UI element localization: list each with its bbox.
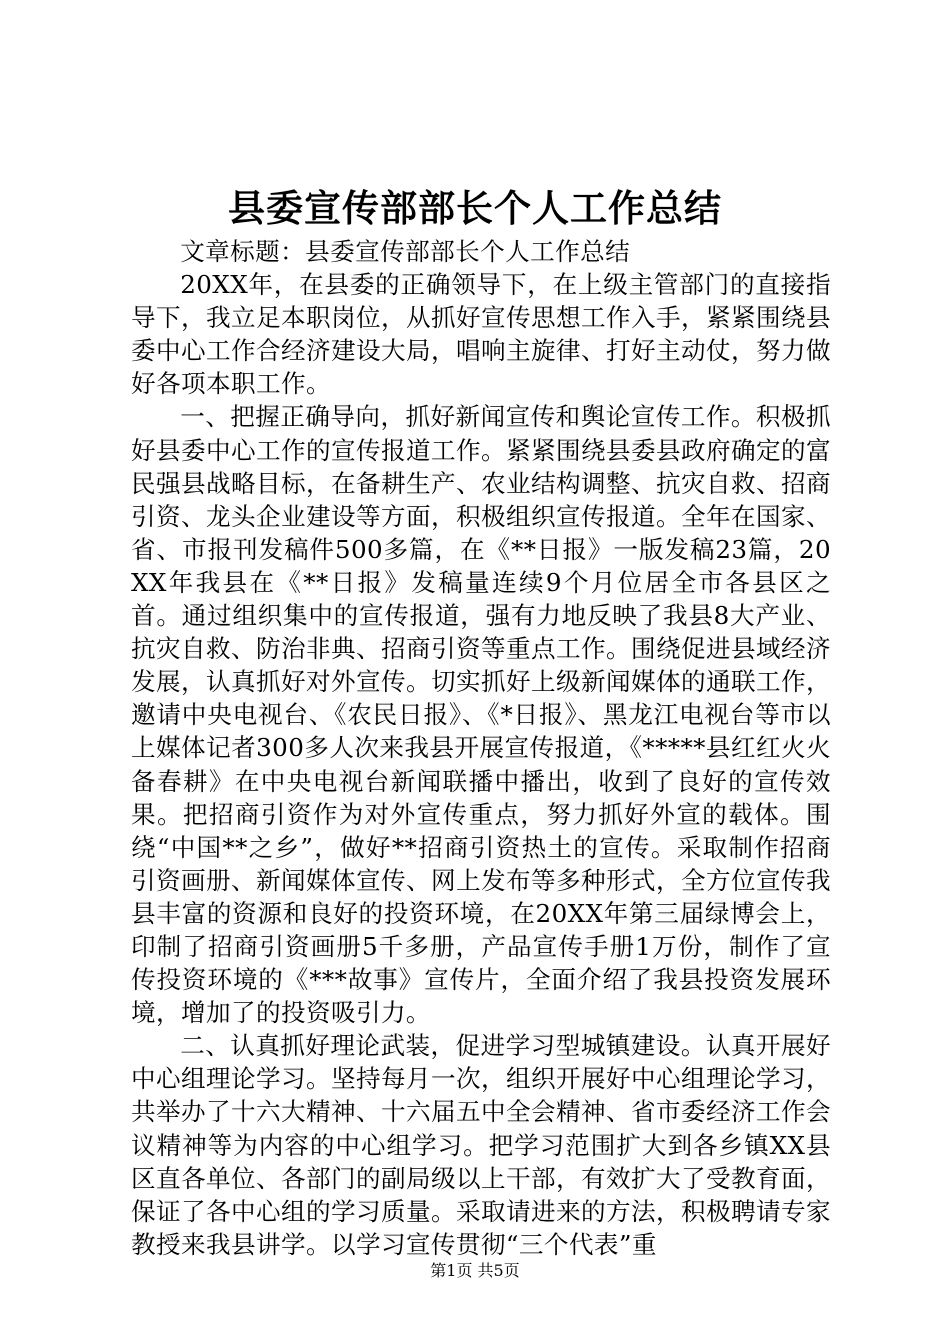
paragraph-intro: 20XX年，在县委的正确领导下，在上级主管部门的直接指导下，我立足本职岗位，从抓好宣传思想工作入手，紧紧围绕县委中心工作合经济建设大局，唱响主旋律、打好主动仗，努力做好各项本职工作。 xyxy=(131,270,831,399)
paragraph-section-2: 二、认真抓好理论武装，促进学习型城镇建设。认真开展好中心组理论学习。坚持每月一次，组织开展好中心组理论学习，共举办了十六大精神、十六届五中全会精神、省市委经济工作会议精神等为内容的中心组学习。把学习范围扩大到各乡镇XX县区直各单位、各部门的副局级以上干部，有效扩大了受教育面，保证了各中心组的学习质量。采取请进来的方法，积极聘请专家教授来我县讲学。以学习宣传贯彻“三个代表”重 xyxy=(131,1031,831,1259)
document-title: 县委宣传部部长个人工作总结 xyxy=(228,186,722,230)
article-title-line: 文章标题：县委宣传部部长个人工作总结 xyxy=(180,237,631,266)
paragraph-section-1: 一、把握正确导向，抓好新闻宣传和舆论宣传工作。积极抓好县委中心工作的宣传报道工作。紧紧围绕县委县政府确定的富民强县战略目标，在备耕生产、农业结构调整、抗灾自救、招商引资、龙头企业建设等方面，积极组织宣传报道。全年在国家、省、市报刊发稿件500多篇，在《**日报》一版发稿23篇，20XX年我县在《**日报》发稿量连续9个月位居全市各县区之首。通过组织集中的宣传报道，强有力地反映了我县8大产业、抗灾自救、防治非典、招商引资等重点工作。围绕促进县域经济发展，认真抓好对外宣传。切实抓好上级新闻媒体的通联工作，邀请中央电视台、《农民日报》、《*日报》、黑龙江电视台等市以上媒体记者300多人次来我县开展宣传报道，《*****县红红火火备春耕》在中央电视台新闻联播中播出，收到了良好的宣传效果。把招商引资作为对外宣传重点，努力抓好外宣的载体。围绕“中国**之乡”，做好**招商引资热土的宣传。采取制作招商引资画册、新闻媒体宣传、网上发布等多种形式，全方位宣传我县丰富的资源和良好的投资环境，在20XX年第三届绿博会上，印制了招商引资画册5千多册，产品宣传手册1万份，制作了宣传投资环境的《***故事》宣传片，全面介绍了我县投资发展环境，增加了的投资吸引力。 xyxy=(131,402,831,1028)
page-number-footer: 第1页 共5页 xyxy=(430,1261,520,1280)
document-body xyxy=(131,235,831,1261)
